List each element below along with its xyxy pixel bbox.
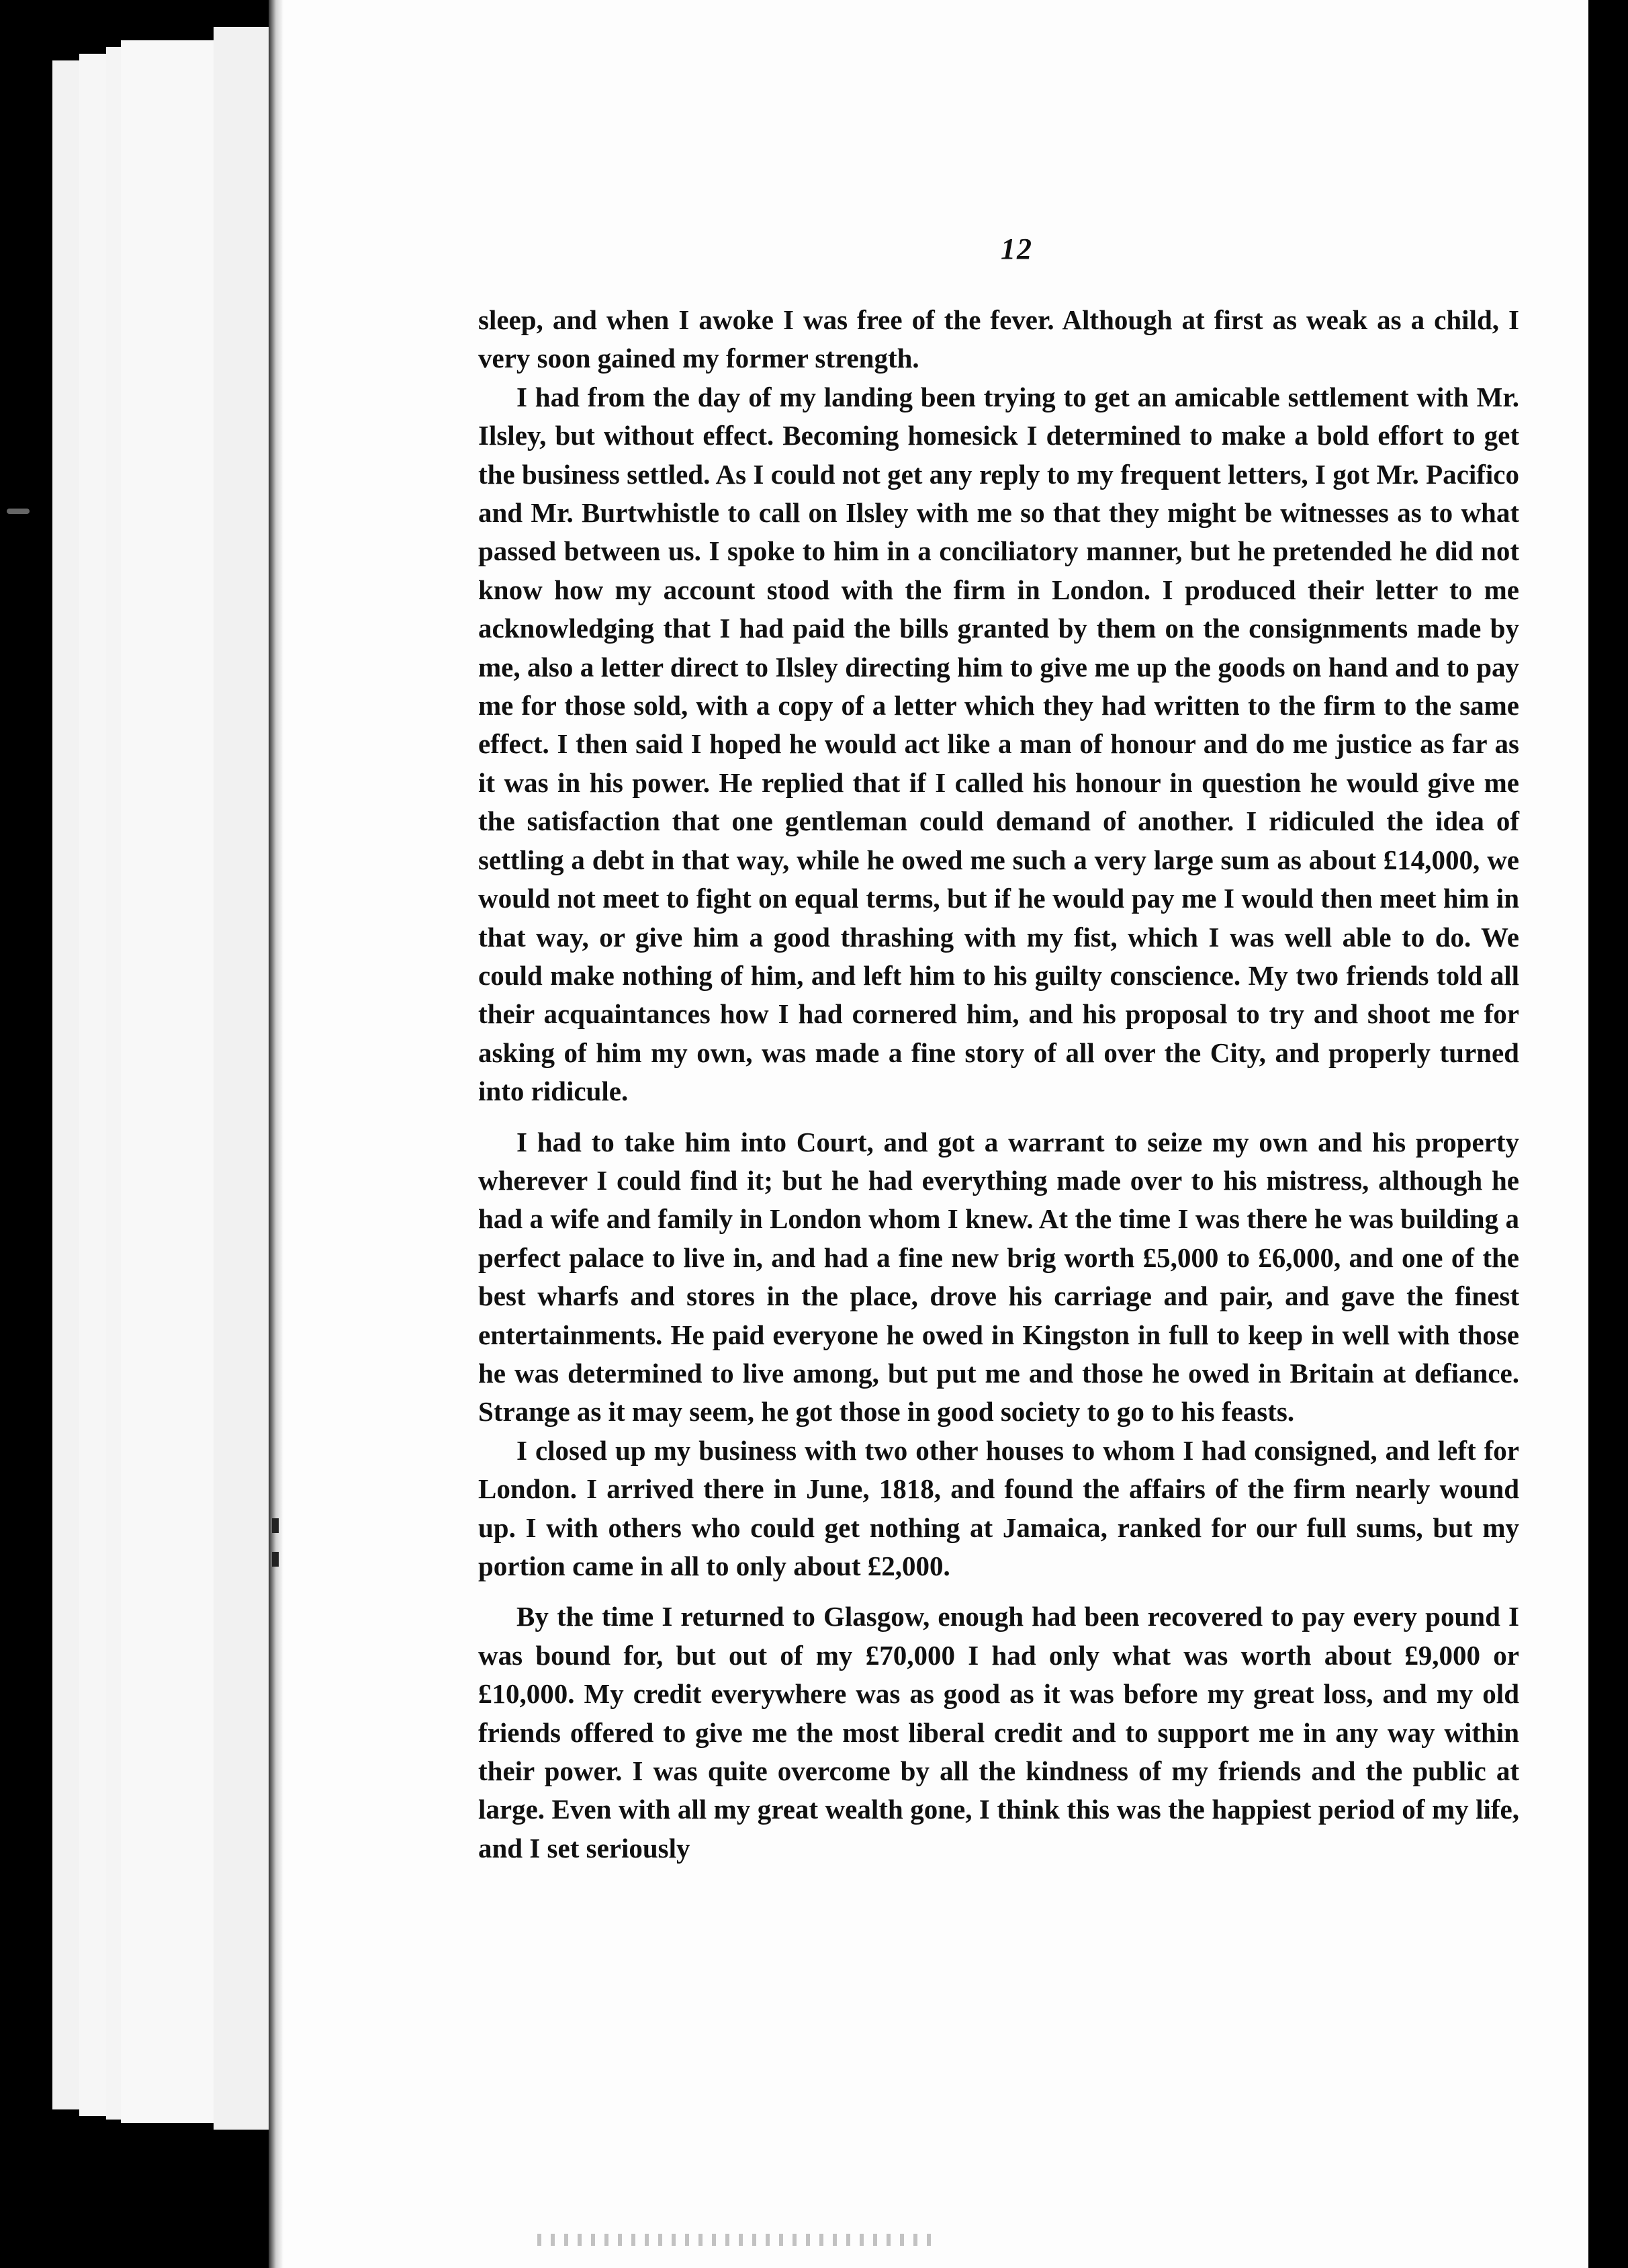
margin-mark xyxy=(272,1552,279,1567)
paragraph: By the time I returned to Glasgow, enough had been recovered to pay every pound I was bound for, but out of my £70,000 I had only what was worth about £9,000 or £10,000. My credit everywhere was as good as it was before my great loss, and my old friends offered to give me the most liberal credit and to support me in any way within their power. I was quite overcome by all the kindness of my friends and the public at large. Even with all my great wealth gone, I think this was the happiest period of my life, and I set seriously xyxy=(478,1601,1519,1864)
scan-artifact xyxy=(537,2234,940,2246)
paragraph: I had to take him into Court, and got a warrant to seize my own and his property wherever I could find it; but he had everything made over to his mistress, although he had a wife and family in London whom I knew. At the time I was there he was building a perfect palace to live in, and had a fine new brig worth £5,000 to £6,000, and one of the best wharfs and stores in the place, drove his carriage and pair, and gave the finest entertainments. He paid everyone he owed in Kingston in full to keep in well with those he was determined to live among, but put me and those he owed in Britain at defiance. Strange as it may seem, he got those in good society to go to his feasts. xyxy=(478,1126,1519,1428)
paragraph: I closed up my business with two other houses to whom I had consigned, and left for London. I arrived there in June, 1818, and found the affairs of the firm nearly wound up. I with others who could get nothing at Jamaica, ranked for our full sums, but my portion came in all to only about £2,000. xyxy=(478,1434,1519,1581)
paragraph: I had from the day of my landing been trying to get an amicable settlement with Mr. Ilsley, but without effect. Becoming homesick I determined to make a bold effort to get the business settled. As I could not get any reply to my frequent letters, I got Mr. Pacifico and Mr. Burtwhistle to call on Ilsley with me so that they might be witnesses as to what passed between us. I spoke to him in a conciliatory manner, but he pretended he did not know how my account stood with the firm in London. I produced their letter to me acknowledging that I had paid the bills granted by them on the consignments made by me, also a letter direct to Ilsley directing him to give me up the goods on hand and to pay me for those sold, with a copy of a letter which they had written to the firm to the same effect. I then said I hoped he would act like a man of honour and do me justice as far as it was in his power. He replied that if I called his honour in question he would give me the satisfaction that one gentleman could demand of another. I ridiculed the idea of settling a debt in that way, while he owed me such a very large sum as about £14,000, we would not meet to fight on equal terms, but if he would pay me I would then meet him in that way, or give him a good thrashing with my fist, which I was well able to do. We could make nothing of him, and left him to his guilty conscience. My two friends told all their acquaintances how I had cornered him, and his proposal to try and shoot me for asking of him my own, was made a fine story of all over the City, and properly turned into ridicule. xyxy=(478,381,1519,1107)
page-edge xyxy=(79,54,108,2116)
page-edge xyxy=(52,60,81,2109)
page-number: 12 xyxy=(1001,232,1033,265)
page-edge xyxy=(121,40,224,2123)
scan-artifact xyxy=(7,509,30,514)
paragraph: sleep, and when I awoke I was free of the fever. Although at first as weak as a child, I very soon gained my former strength. xyxy=(478,304,1519,374)
body-text xyxy=(478,301,1519,1868)
page-gutter-shadow xyxy=(269,0,283,2268)
margin-mark xyxy=(272,1518,279,1533)
